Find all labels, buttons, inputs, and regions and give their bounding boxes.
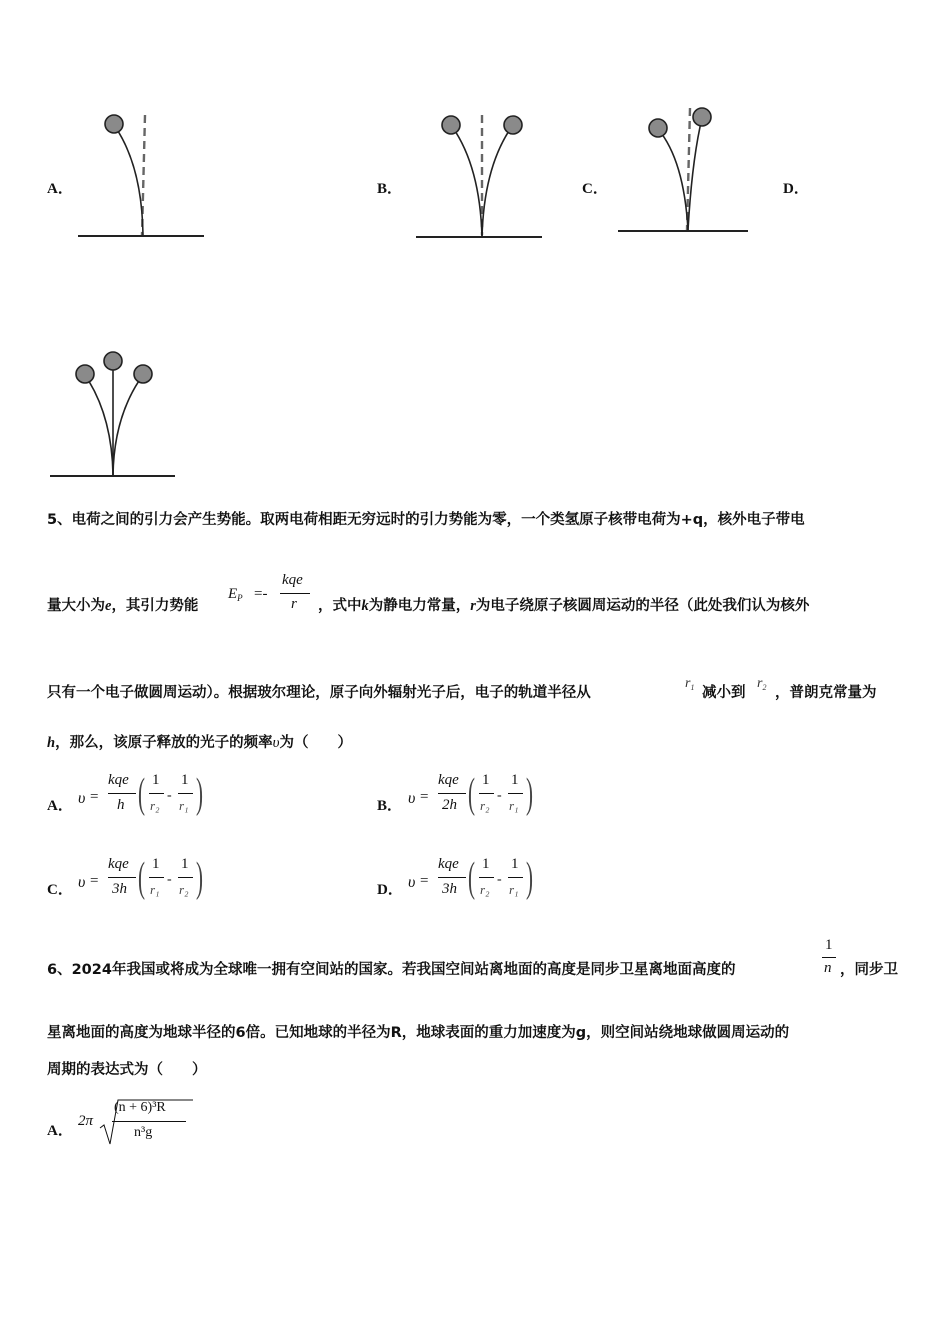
figure-c-two-balls	[612, 100, 752, 240]
q5-option-c-label[interactable]: C．	[47, 882, 73, 898]
q5-line-1: 5、电荷之间的引力会产生势能。取两电荷相距无穷远时的引力势能为零，一个类氢原子核带电荷为+q，核外电子带电	[47, 512, 805, 528]
q6-line-1: 6、2024年我国或将成为全球唯一拥有空间站的国家。若我国空间站离地面的高度是同步卫星离地面高度的	[47, 962, 736, 978]
q5-line-3-end: ，普朗克常量为	[775, 685, 877, 701]
figure-d-three-balls	[45, 345, 185, 485]
figure-b-two-balls	[410, 105, 550, 245]
q6-fraction-1-over-n: 1 n	[822, 937, 838, 985]
figure-option-a-label: A．	[47, 181, 73, 197]
q5-line-4: h，那么，该原子释放的光子的频率υ为（ ）	[47, 735, 352, 751]
figure-option-d-label: D．	[783, 181, 809, 197]
figure-option-c-label: C．	[582, 181, 608, 197]
q6-option-a-formula: 2π (n + 6)³R n³g	[78, 1094, 198, 1150]
q5-option-d-formula: υ = kqe 3h ( 1 r₂ - 1 r₁ )	[408, 855, 533, 901]
potential-energy-formula: $E_P$ =- kqe r	[228, 572, 318, 620]
figure-option-b-label: B．	[377, 181, 403, 197]
q5-line-3-mid: 减小到	[702, 685, 746, 701]
q6-option-a-label[interactable]: A．	[47, 1123, 73, 1139]
figure-a-one-ball-left	[70, 105, 210, 245]
q6-line-3: 周期的表达式为（ ）	[47, 1062, 207, 1078]
r1-symbol: $r_1$	[685, 676, 695, 692]
q5-line-3: 只有一个电子做圆周运动）。根据玻尔理论，原子向外辐射光子后，电子的轨道半径从	[47, 685, 591, 701]
q6-line-2: 星离地面的高度为地球半径的6倍。已知地球的半径为R，地球表面的重力加速度为g，则空间站绕地球做圆周运动的	[47, 1025, 790, 1041]
q5-line-2-rest: ，式中k为静电力常量，r为电子绕原子核圆周运动的半径（此处我们认为核外	[318, 598, 810, 614]
q5-line-2: 量大小为e，其引力势能	[47, 598, 199, 614]
q5-option-b-label[interactable]: B．	[377, 798, 403, 814]
q5-option-d-label[interactable]: D．	[377, 882, 403, 898]
q5-option-c-formula: υ = kqe 3h ( 1 r₁ - 1 r₂ )	[78, 855, 203, 901]
q5-option-b-formula: υ = kqe 2h ( 1 r₂ - 1 r₁ )	[408, 771, 533, 817]
q5-option-a-formula: υ = kqe h ( 1 r₂ - 1 r₁ )	[78, 771, 203, 817]
q6-line-1-end: ，同步卫	[840, 962, 898, 978]
r2-symbol: $r_2$	[757, 676, 767, 692]
q5-option-a-label[interactable]: A．	[47, 798, 73, 814]
